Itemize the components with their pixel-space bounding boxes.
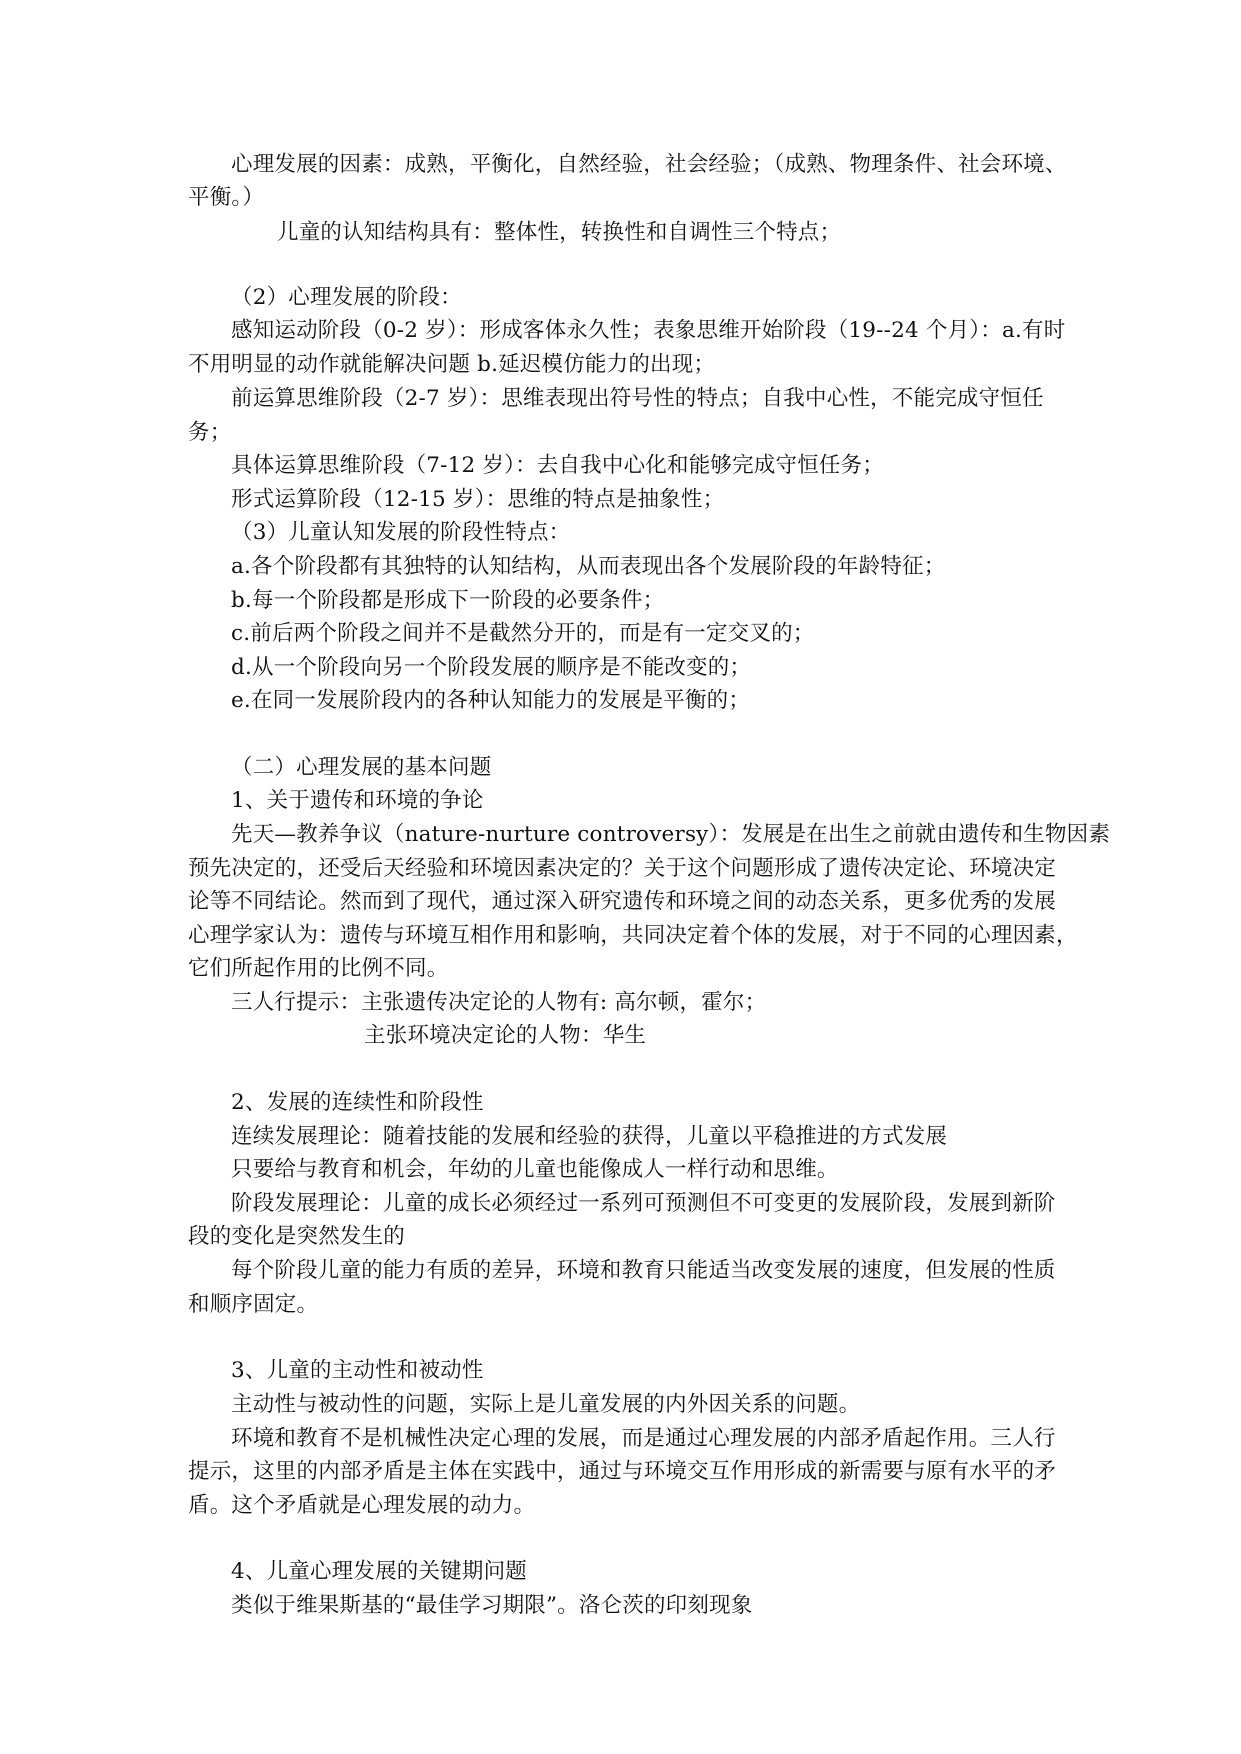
- text-line: 心理学家认为：遗传与环境互相作用和影响，共同决定着个体的发展，对于不同的心理因素，: [188, 923, 1078, 948]
- text-line: 4、儿童心理发展的关键期问题: [231, 1559, 527, 1584]
- text-line: 平衡。）: [188, 185, 265, 210]
- text-line: 感知运动阶段（0-2 岁）：形成客体永久性；表象思维开始阶段（19--24 个月）：a.有时: [231, 318, 1066, 343]
- text-line: 不用明显的动作就能解决问题 b.延迟模仿能力的出现；: [188, 352, 716, 377]
- text-line: b.每一个阶段都是形成下一阶段的必要条件；: [231, 588, 665, 613]
- text-line: 先天—教养争议（nature-nurture controversy）：发展是在出生之前就由遗传和生物因素: [231, 822, 1111, 847]
- text-line: 提示，这里的内部矛盾是主体在实践中，通过与环境交互作用形成的新需要与原有水平的矛: [188, 1459, 1057, 1484]
- text-line: e.在同一发展阶段内的各种认知能力的发展是平衡的；: [231, 688, 751, 713]
- text-line: 连续发展理论：随着技能的发展和经验的获得，儿童以平稳推进的方式发展: [231, 1124, 948, 1149]
- text-line: 每个阶段儿童的能力有质的差异，环境和教育只能适当改变发展的速度，但发展的性质: [231, 1258, 1056, 1283]
- text-line: 1、关于遗传和环境的争论: [231, 788, 484, 813]
- text-line: （3）儿童认知发展的阶段性特点：: [231, 520, 571, 545]
- text-line: （二）心理发展的基本问题: [231, 755, 492, 780]
- text-line: 只要给与教育和机会，年幼的儿童也能像成人一样行动和思维。: [231, 1157, 839, 1182]
- text-line: 论等不同结论。然而到了现代，通过深入研究遗传和环境之间的动态关系，更多优秀的发展: [188, 889, 1057, 914]
- text-line: 三人行提示：主张遗传决定论的人物有: 高尔顿，霍尔；: [231, 990, 767, 1015]
- text-line: 务；: [188, 420, 232, 445]
- text-line: 环境和教育不是机械性决定心理的发展，而是通过心理发展的内部矛盾起作用。三人行: [231, 1426, 1056, 1451]
- text-line: 和顺序固定。: [188, 1292, 319, 1317]
- text-line: 2、发展的连续性和阶段性: [231, 1090, 484, 1115]
- text-line: 类似于维果斯基的“最佳学习期限”。洛仑茨的印刻现象: [231, 1593, 753, 1618]
- text-line: 前运算思维阶段（2-7 岁）：思维表现出符号性的特点；自我中心性，不能完成守恒任: [231, 386, 1044, 411]
- text-line: 主动性与被动性的问题，实际上是儿童发展的内外因关系的问题。: [231, 1392, 861, 1417]
- text-line: 它们所起作用的比例不同。: [188, 956, 449, 981]
- text-line: 具体运算思维阶段（7-12 岁）：去自我中心化和能够完成守恒任务；: [231, 453, 884, 478]
- text-line: 预先决定的，还受后天经验和环境因素决定的？关于这个问题形成了遗传决定论、环境决定: [188, 856, 1057, 881]
- text-line: 心理发展的因素：成熟，平衡化，自然经验，社会经验；（成熟、物理条件、社会环境、: [231, 152, 1067, 177]
- text-line: 阶段发展理论：儿童的成长必须经过一系列可预测但不可变更的发展阶段，发展到新阶: [231, 1191, 1056, 1216]
- text-line: a.各个阶段都有其独特的认知结构，从而表现出各个发展阶段的年龄特征；: [231, 554, 946, 579]
- text-line: 形式运算阶段（12-15 岁）：思维的特点是抽象性；: [231, 487, 725, 512]
- text-line: 段的变化是突然发生的: [188, 1224, 406, 1249]
- text-line: d.从一个阶段向另一个阶段发展的顺序是不能改变的；: [231, 655, 752, 680]
- text-line: （2）心理发展的阶段：: [231, 285, 462, 310]
- text-line: 3、儿童的主动性和被动性: [231, 1358, 484, 1383]
- text-line: 盾。这个矛盾就是心理发展的动力。: [188, 1493, 536, 1518]
- text-line: c.前后两个阶段之间并不是截然分开的，而是有一定交叉的；: [231, 621, 815, 646]
- text-line: 主张环境决定论的人物：华生: [364, 1023, 647, 1048]
- text-line: 儿童的认知结构具有：整体性，转换性和自调性三个特点；: [277, 220, 842, 245]
